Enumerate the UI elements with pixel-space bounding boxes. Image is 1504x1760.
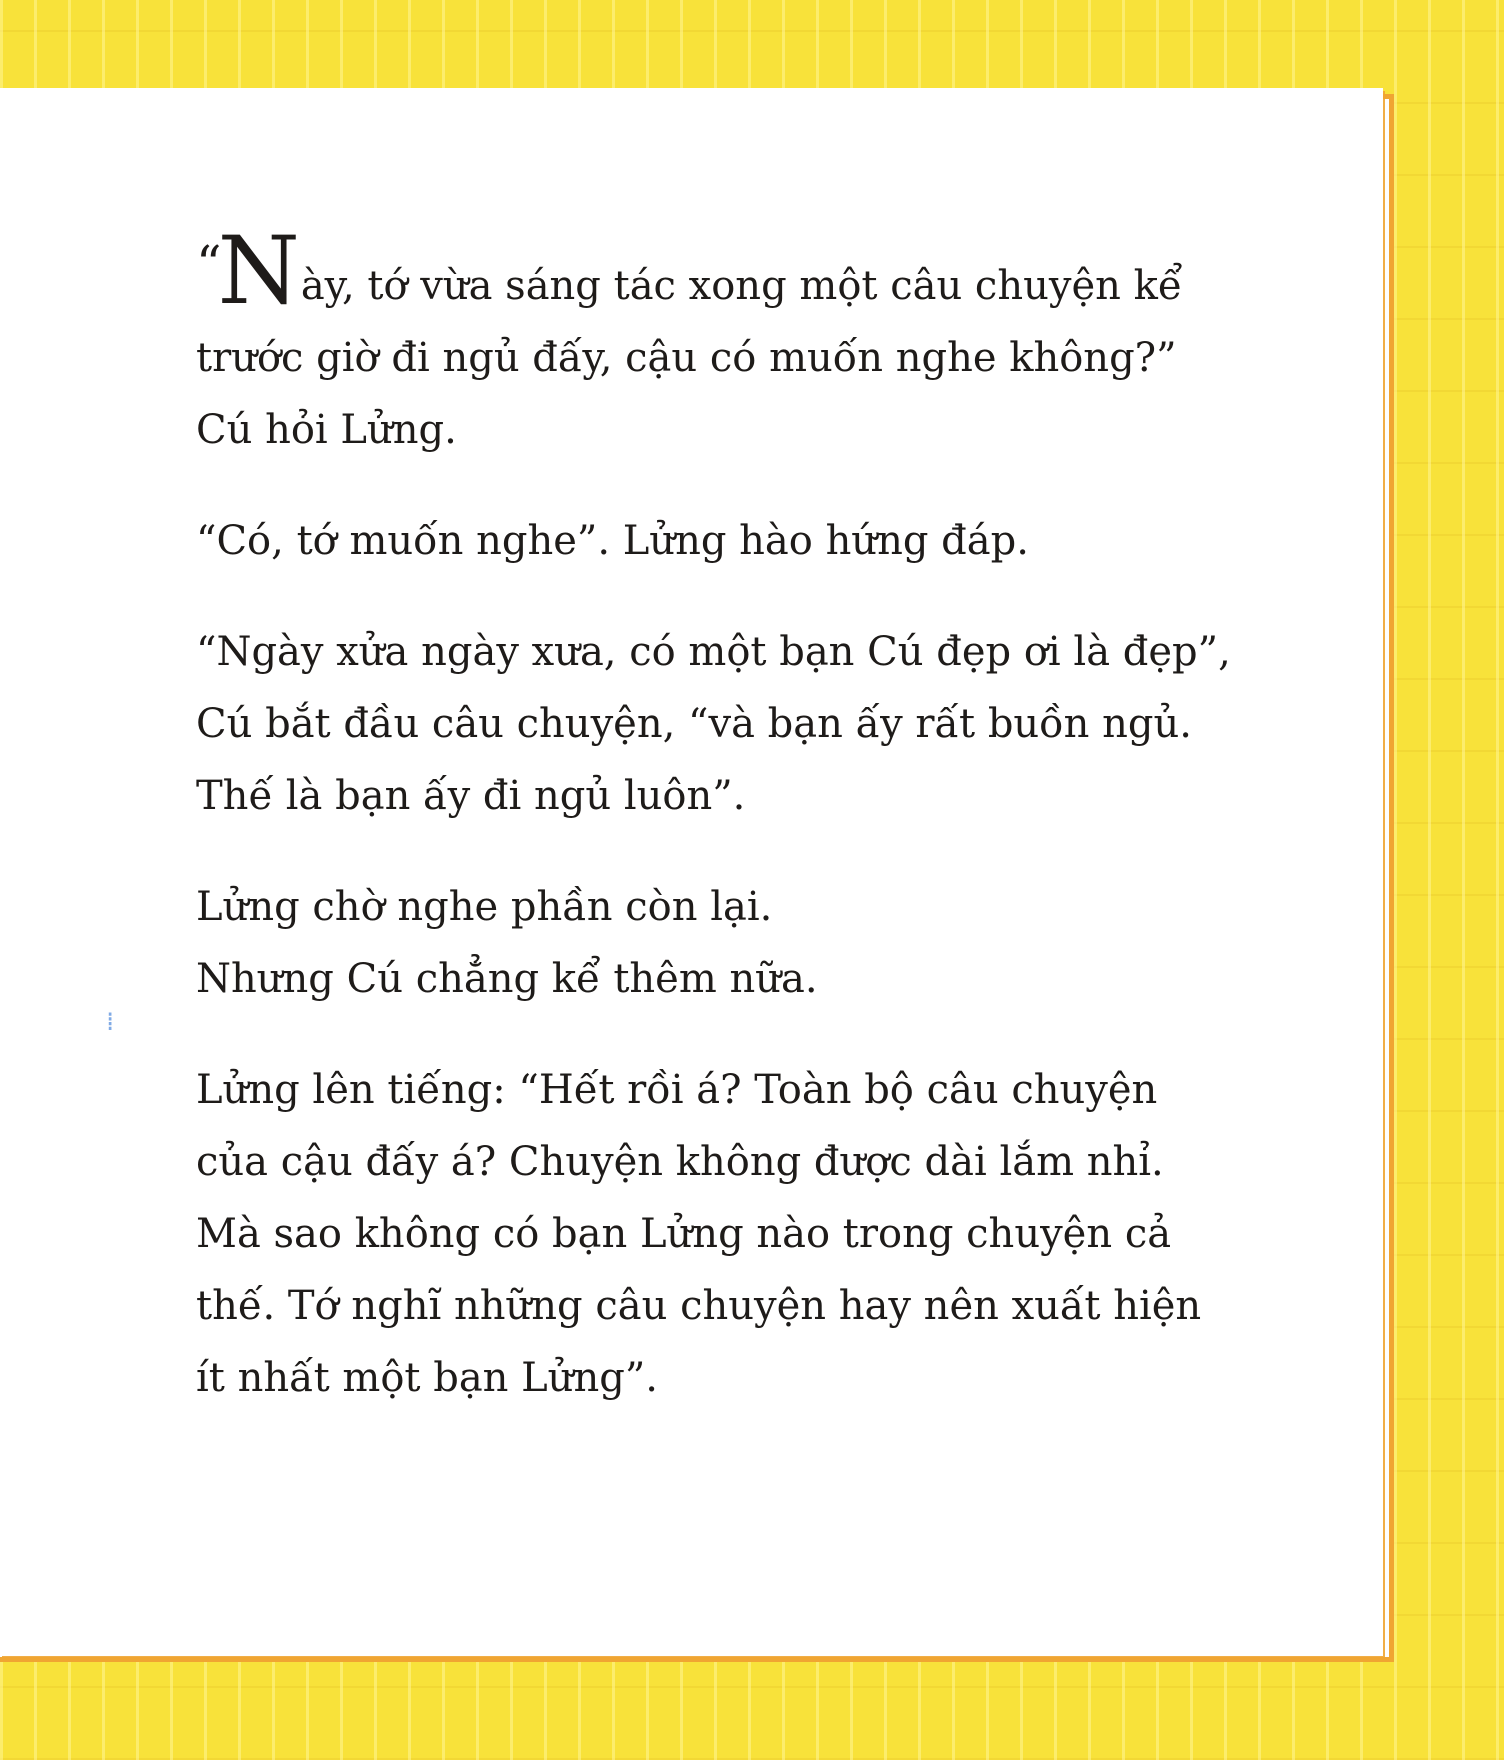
paragraph-3-line-1: “Ngày xửa ngày xưa, có một bạn Cú đẹp ơi là đẹp”,	[196, 629, 1231, 675]
paragraph-3-line-3: Thế là bạn ấy đi ngủ luôn”.	[196, 773, 746, 819]
paragraph-1	[196, 217, 1216, 466]
paragraph-5-line-5: ít nhất một bạn Lửng”.	[196, 1355, 658, 1401]
paragraph-2-line-1: “Có, tớ muốn nghe”. Lửng hào hứng đáp.	[196, 518, 1029, 564]
paragraph-2	[196, 505, 1216, 577]
paragraph-5-line-2: của cậu đấy á? Chuyện không được dài lắm nhỉ.	[196, 1139, 1164, 1185]
paragraph-5	[196, 1054, 1216, 1414]
paragraph-3-line-2: Cú bắt đầu câu chuyện, “và bạn ấy rất buồn ngủ.	[196, 701, 1192, 747]
paragraph-3	[196, 616, 1231, 832]
story-text	[196, 217, 1231, 1453]
paragraph-1-line-1: “Này, tớ vừa sáng tác xong một câu chuyện kể	[196, 217, 1183, 326]
paragraph-4-line-1: Lửng chờ nghe phần còn lại.	[196, 884, 773, 930]
drop-cap: N	[217, 217, 300, 326]
paragraph-1-line-2: trước giờ đi ngủ đấy, cậu có muốn nghe không?”	[196, 335, 1177, 381]
opening-quote: “	[196, 235, 220, 293]
paragraph-4-line-2: Nhưng Cú chẳng kể thêm nữa.	[196, 956, 818, 1002]
paragraph-5-line-3: Mà sao không có bạn Lửng nào trong chuyện cả	[196, 1211, 1172, 1257]
paragraph-1-line-3: Cú hỏi Lửng.	[196, 407, 457, 453]
paragraph-4	[196, 871, 1216, 1015]
ink-mark: ⁞	[106, 1007, 115, 1037]
paragraph-5-line-4: thế. Tớ nghĩ những câu chuyện hay nên xuất hiện	[196, 1283, 1202, 1329]
paragraph-5-line-1: Lửng lên tiếng: “Hết rồi á? Toàn bộ câu chuyện	[196, 1067, 1158, 1113]
